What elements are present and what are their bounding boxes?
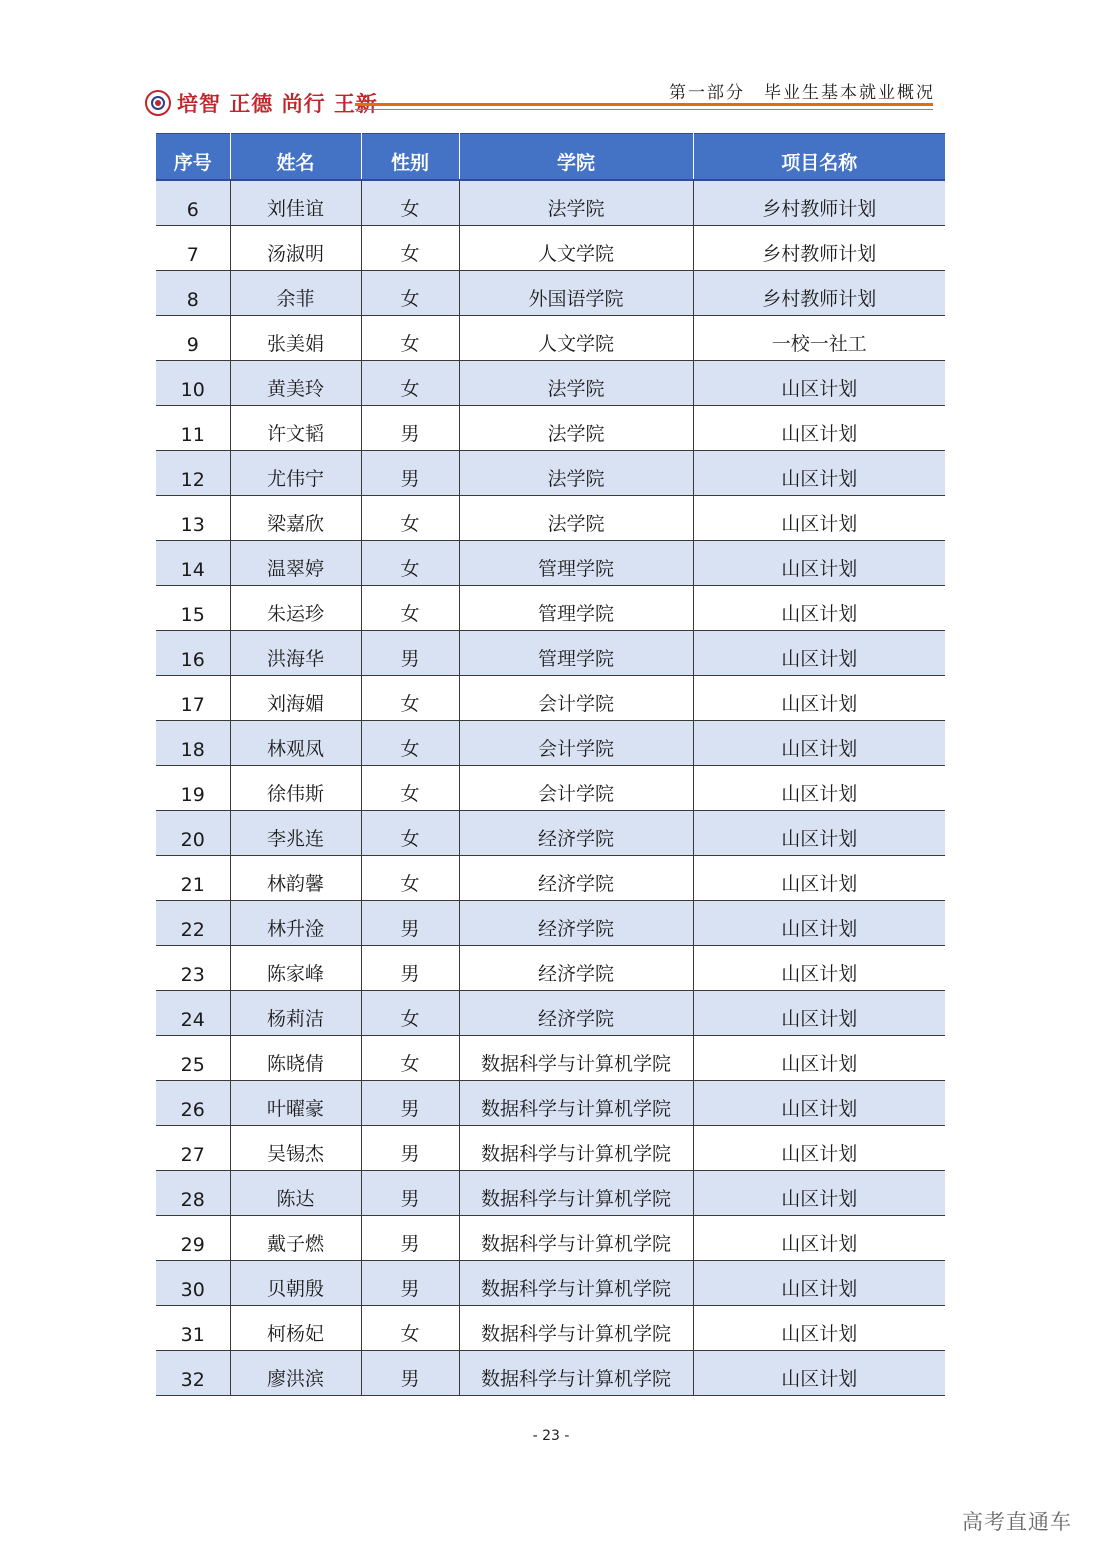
- table-body: [156, 180, 945, 1396]
- program-name-cell: 乡村教师计划: [693, 271, 945, 316]
- table-row: [156, 496, 945, 541]
- student-name-cell: 陈晓倩: [230, 1036, 361, 1081]
- program-name-cell: 山区计划: [693, 406, 945, 451]
- page-header: [145, 76, 937, 120]
- program-name-cell: 山区计划: [693, 496, 945, 541]
- gender-cell: 女: [361, 271, 459, 316]
- table-row: [156, 451, 945, 496]
- gender-cell: 女: [361, 991, 459, 1036]
- college-cell: 管理学院: [459, 586, 693, 631]
- student-name-cell: 杨莉洁: [230, 991, 361, 1036]
- column-header: 性别: [361, 134, 459, 181]
- table-row: [156, 631, 945, 676]
- program-name-cell: 山区计划: [693, 1171, 945, 1216]
- program-name-cell: 山区计划: [693, 1036, 945, 1081]
- gender-cell: 男: [361, 1351, 459, 1396]
- student-name-cell: 朱运珍: [230, 586, 361, 631]
- gender-cell: 女: [361, 541, 459, 586]
- row-index-cell: 22: [156, 901, 230, 946]
- college-cell: 经济学院: [459, 991, 693, 1036]
- table-row: [156, 721, 945, 766]
- college-cell: 法学院: [459, 496, 693, 541]
- table-row: [156, 1351, 945, 1396]
- college-cell: 人文学院: [459, 226, 693, 271]
- watermark: 高考直通车: [962, 1510, 1072, 1534]
- program-name-cell: 乡村教师计划: [693, 226, 945, 271]
- table-row: [156, 316, 945, 361]
- row-index-cell: 30: [156, 1261, 230, 1306]
- row-index-cell: 27: [156, 1126, 230, 1171]
- gender-cell: 男: [361, 946, 459, 991]
- program-name-cell: 山区计划: [693, 856, 945, 901]
- gender-cell: 男: [361, 1081, 459, 1126]
- program-name-cell: 山区计划: [693, 451, 945, 496]
- student-name-cell: 柯杨妃: [230, 1306, 361, 1351]
- column-header: 序号: [156, 134, 230, 181]
- header-rule-thin: [355, 109, 933, 110]
- college-cell: 法学院: [459, 180, 693, 226]
- program-name-cell: 山区计划: [693, 1351, 945, 1396]
- row-index-cell: 28: [156, 1171, 230, 1216]
- column-header: 学院: [459, 134, 693, 181]
- program-name-cell: 一校一社工: [693, 316, 945, 361]
- student-name-cell: 尤伟宁: [230, 451, 361, 496]
- row-index-cell: 23: [156, 946, 230, 991]
- student-name-cell: 刘佳谊: [230, 180, 361, 226]
- student-name-cell: 黄美玲: [230, 361, 361, 406]
- table-row: [156, 180, 945, 226]
- college-cell: 数据科学与计算机学院: [459, 1081, 693, 1126]
- college-cell: 经济学院: [459, 901, 693, 946]
- college-cell: 人文学院: [459, 316, 693, 361]
- student-name-cell: 陈达: [230, 1171, 361, 1216]
- student-name-cell: 梁嘉欣: [230, 496, 361, 541]
- gender-cell: 女: [361, 1306, 459, 1351]
- student-name-cell: 吴锡杰: [230, 1126, 361, 1171]
- row-index-cell: 17: [156, 676, 230, 721]
- row-index-cell: 29: [156, 1216, 230, 1261]
- row-index-cell: 21: [156, 856, 230, 901]
- column-header: 项目名称: [693, 134, 945, 181]
- gender-cell: 男: [361, 1216, 459, 1261]
- table-row: [156, 271, 945, 316]
- table-row: [156, 1171, 945, 1216]
- student-name-cell: 林韵馨: [230, 856, 361, 901]
- college-cell: 管理学院: [459, 541, 693, 586]
- gender-cell: 女: [361, 586, 459, 631]
- university-seal-icon: [145, 90, 171, 116]
- college-cell: 经济学院: [459, 811, 693, 856]
- table-row: [156, 1306, 945, 1351]
- row-index-cell: 26: [156, 1081, 230, 1126]
- gender-cell: 男: [361, 631, 459, 676]
- table-row: [156, 541, 945, 586]
- row-index-cell: 32: [156, 1351, 230, 1396]
- college-cell: 外国语学院: [459, 271, 693, 316]
- table-row: [156, 1081, 945, 1126]
- table-row: [156, 226, 945, 271]
- gender-cell: 男: [361, 1261, 459, 1306]
- row-index-cell: 9: [156, 316, 230, 361]
- table-row: [156, 901, 945, 946]
- college-cell: 数据科学与计算机学院: [459, 1216, 693, 1261]
- student-name-cell: 戴子燃: [230, 1216, 361, 1261]
- program-name-cell: 山区计划: [693, 766, 945, 811]
- college-cell: 法学院: [459, 361, 693, 406]
- table-row: [156, 406, 945, 451]
- program-name-cell: 山区计划: [693, 946, 945, 991]
- student-name-cell: 温翠婷: [230, 541, 361, 586]
- row-index-cell: 18: [156, 721, 230, 766]
- program-name-cell: 山区计划: [693, 676, 945, 721]
- row-index-cell: 7: [156, 226, 230, 271]
- row-index-cell: 8: [156, 271, 230, 316]
- table-row: [156, 1216, 945, 1261]
- student-name-cell: 李兆连: [230, 811, 361, 856]
- row-index-cell: 31: [156, 1306, 230, 1351]
- college-cell: 会计学院: [459, 721, 693, 766]
- college-cell: 会计学院: [459, 676, 693, 721]
- student-name-cell: 余菲: [230, 271, 361, 316]
- student-name-cell: 廖洪滨: [230, 1351, 361, 1396]
- college-cell: 数据科学与计算机学院: [459, 1306, 693, 1351]
- college-cell: 数据科学与计算机学院: [459, 1036, 693, 1081]
- table-header-row: [156, 134, 945, 181]
- student-name-cell: 林观凤: [230, 721, 361, 766]
- college-cell: 数据科学与计算机学院: [459, 1126, 693, 1171]
- gender-cell: 男: [361, 451, 459, 496]
- gender-cell: 女: [361, 226, 459, 271]
- table-row: [156, 766, 945, 811]
- table-row: [156, 946, 945, 991]
- student-name-cell: 汤淑明: [230, 226, 361, 271]
- program-name-cell: 山区计划: [693, 631, 945, 676]
- table-row: [156, 1126, 945, 1171]
- table-row: [156, 676, 945, 721]
- college-cell: 数据科学与计算机学院: [459, 1261, 693, 1306]
- gender-cell: 女: [361, 496, 459, 541]
- row-index-cell: 10: [156, 361, 230, 406]
- university-motto: 培智 正德 尚行 王新: [177, 91, 378, 116]
- student-name-cell: 陈家峰: [230, 946, 361, 991]
- program-name-cell: 山区计划: [693, 1261, 945, 1306]
- table-row: [156, 586, 945, 631]
- student-name-cell: 徐伟斯: [230, 766, 361, 811]
- row-index-cell: 6: [156, 180, 230, 226]
- program-name-cell: 山区计划: [693, 1306, 945, 1351]
- row-index-cell: 15: [156, 586, 230, 631]
- gender-cell: 女: [361, 180, 459, 226]
- gender-cell: 女: [361, 316, 459, 361]
- gender-cell: 女: [361, 361, 459, 406]
- gender-cell: 男: [361, 1171, 459, 1216]
- college-cell: 会计学院: [459, 766, 693, 811]
- page-number: - 23 -: [532, 1428, 570, 1444]
- graduate-table: [156, 133, 945, 1396]
- program-name-cell: 山区计划: [693, 1216, 945, 1261]
- college-cell: 数据科学与计算机学院: [459, 1351, 693, 1396]
- row-index-cell: 13: [156, 496, 230, 541]
- row-index-cell: 20: [156, 811, 230, 856]
- row-index-cell: 16: [156, 631, 230, 676]
- student-name-cell: 贝朝殷: [230, 1261, 361, 1306]
- program-name-cell: 山区计划: [693, 361, 945, 406]
- row-index-cell: 25: [156, 1036, 230, 1081]
- program-name-cell: 山区计划: [693, 811, 945, 856]
- program-name-cell: 山区计划: [693, 541, 945, 586]
- table-header: [156, 134, 945, 181]
- table-row: [156, 811, 945, 856]
- student-name-cell: 刘海媚: [230, 676, 361, 721]
- row-index-cell: 14: [156, 541, 230, 586]
- gender-cell: 男: [361, 406, 459, 451]
- row-index-cell: 12: [156, 451, 230, 496]
- gender-cell: 男: [361, 1126, 459, 1171]
- header-rule: [355, 103, 933, 106]
- table-row: [156, 856, 945, 901]
- college-cell: 法学院: [459, 451, 693, 496]
- table-row: [156, 1261, 945, 1306]
- college-cell: 管理学院: [459, 631, 693, 676]
- table-row: [156, 991, 945, 1036]
- gender-cell: 男: [361, 901, 459, 946]
- college-cell: 法学院: [459, 406, 693, 451]
- gender-cell: 女: [361, 721, 459, 766]
- row-index-cell: 19: [156, 766, 230, 811]
- gender-cell: 女: [361, 1036, 459, 1081]
- row-index-cell: 11: [156, 406, 230, 451]
- university-logo: [145, 88, 378, 118]
- program-name-cell: 山区计划: [693, 721, 945, 766]
- program-name-cell: 山区计划: [693, 1126, 945, 1171]
- row-index-cell: 24: [156, 991, 230, 1036]
- column-header: 姓名: [230, 134, 361, 181]
- student-name-cell: 林升淦: [230, 901, 361, 946]
- table-row: [156, 1036, 945, 1081]
- table-row: [156, 361, 945, 406]
- gender-cell: 女: [361, 811, 459, 856]
- program-name-cell: 乡村教师计划: [693, 180, 945, 226]
- program-name-cell: 山区计划: [693, 991, 945, 1036]
- gender-cell: 女: [361, 856, 459, 901]
- student-name-cell: 许文韬: [230, 406, 361, 451]
- student-name-cell: 洪海华: [230, 631, 361, 676]
- program-name-cell: 山区计划: [693, 586, 945, 631]
- college-cell: 经济学院: [459, 856, 693, 901]
- gender-cell: 女: [361, 676, 459, 721]
- section-title: 第一部分 毕业生基本就业概况: [669, 83, 935, 103]
- student-name-cell: 叶曜豪: [230, 1081, 361, 1126]
- college-cell: 经济学院: [459, 946, 693, 991]
- gender-cell: 女: [361, 766, 459, 811]
- program-name-cell: 山区计划: [693, 901, 945, 946]
- program-name-cell: 山区计划: [693, 1081, 945, 1126]
- student-name-cell: 张美娟: [230, 316, 361, 361]
- college-cell: 数据科学与计算机学院: [459, 1171, 693, 1216]
